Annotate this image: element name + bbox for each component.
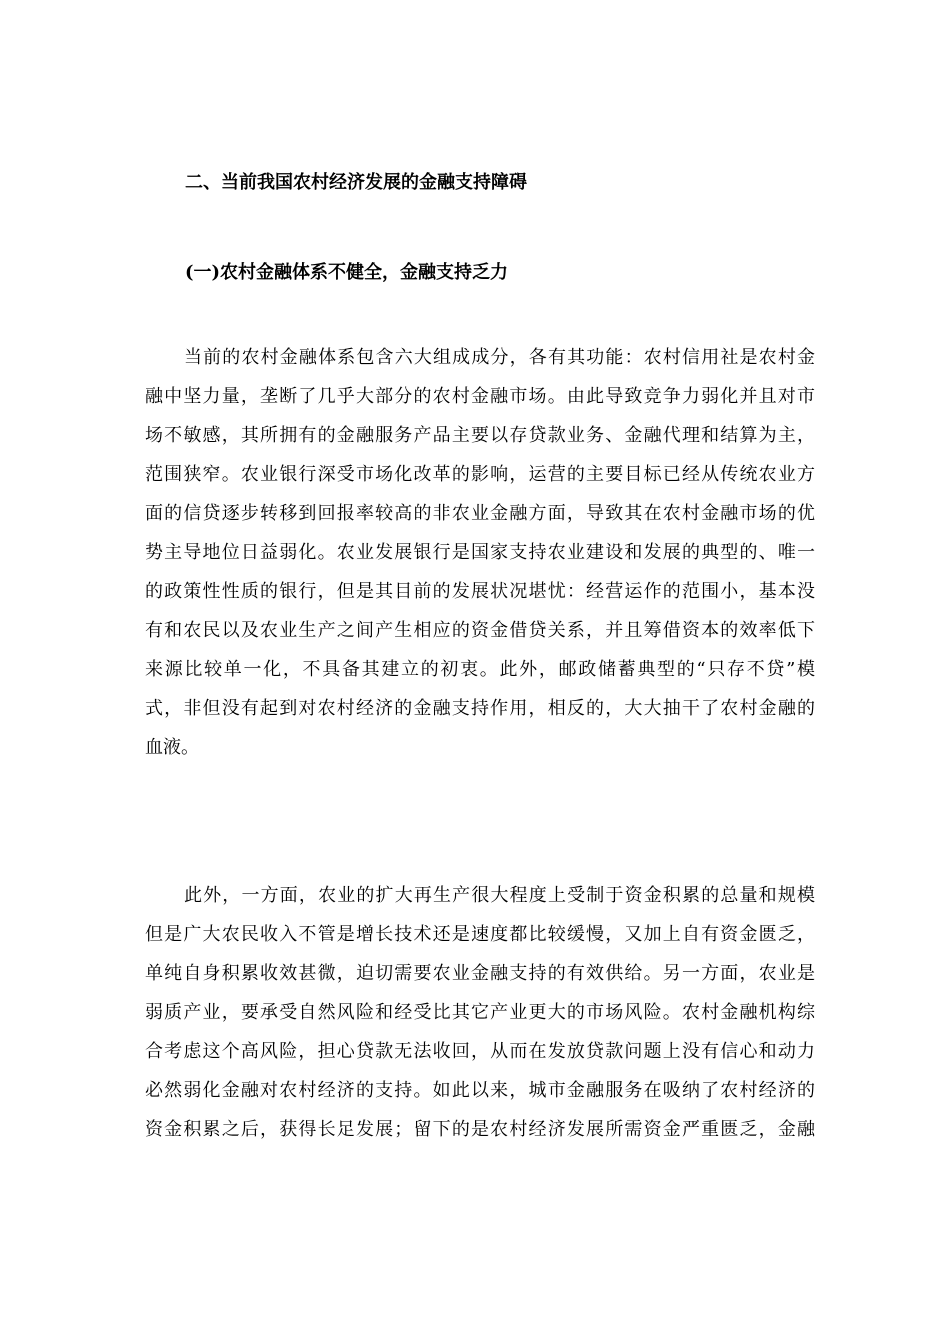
paragraph-line: 融中坚力量，垄断了几乎大部分的农村金融市场。由此导致竞争力弱化并且对市 <box>145 386 815 407</box>
paragraph-line: 弱质产业，要承受自然风险和经受比其它产业更大的市场风险。农村金融机构综 <box>145 1002 815 1023</box>
paragraph-line: 势主导地位日益弱化。农业发展银行是国家支持农业建设和发展的典型的、唯一 <box>145 542 815 563</box>
paragraph-line: 当前的农村金融体系包含六大组成成分，各有其功能：农村信用社是农村金 <box>184 347 815 368</box>
paragraph-line: 必然弱化金融对农村经济的支持。如此以来，城市金融服务在吸纳了农村经济的 <box>145 1080 815 1101</box>
paragraph-line: 资金积累之后，获得长足发展；留下的是农村经济发展所需资金严重匮乏，金融 <box>145 1119 815 1140</box>
paragraph-line: 合考虑这个高风险，担心贷款无法收回，从而在发放贷款问题上没有信心和动力 <box>145 1041 815 1062</box>
paragraph-line: 单纯自身积累收效甚微，迫切需要农业金融支持的有效供给。另一方面，农业是 <box>145 963 815 984</box>
paragraph-line: 面的信贷逐步转移到回报率较高的非农业金融方面，导致其在农村金融市场的优 <box>145 503 815 524</box>
paragraph-line: 式，非但没有起到对农村经济的金融支持作用，相反的，大大抽干了农村金融的 <box>145 698 815 719</box>
paragraph-line: 但是广大农民收入不管是增长技术还是速度都比较缓慢，又加上自有资金匮乏， <box>145 924 815 945</box>
paragraph-rural-finance-system <box>145 338 815 767</box>
section-heading: 二、当前我国农村经济发展的金融支持障碍 <box>185 172 527 193</box>
subsection-heading: (一)农村金融体系不健全，金融支持乏力 <box>185 262 509 283</box>
paragraph-line: 有和农民以及农业生产之间产生相应的资金借贷关系，并且筹借资本的效率低下 <box>145 620 815 641</box>
paragraph-line: 的政策性性质的银行，但是其目前的发展状况堪忧：经营运作的范围小，基本没 <box>145 581 815 602</box>
paragraph-line: 场不敏感，其所拥有的金融服务产品主要以存贷款业务、金融代理和结算为主， <box>145 425 815 446</box>
paragraph-line: 血液。 <box>145 737 199 758</box>
paragraph-line: 范围狭窄。农业银行深受市场化改革的影响，运营的主要目标已经从传统农业方 <box>145 464 815 485</box>
paragraph-agricultural-finance-demand <box>145 876 815 1149</box>
paragraph-line: 此外，一方面，农业的扩大再生产很大程度上受制于资金积累的总量和规模 <box>184 885 815 906</box>
paragraph-line: 来源比较单一化，不具备其建立的初衷。此外，邮政储蓄典型的“只存不贷”模 <box>145 659 815 680</box>
